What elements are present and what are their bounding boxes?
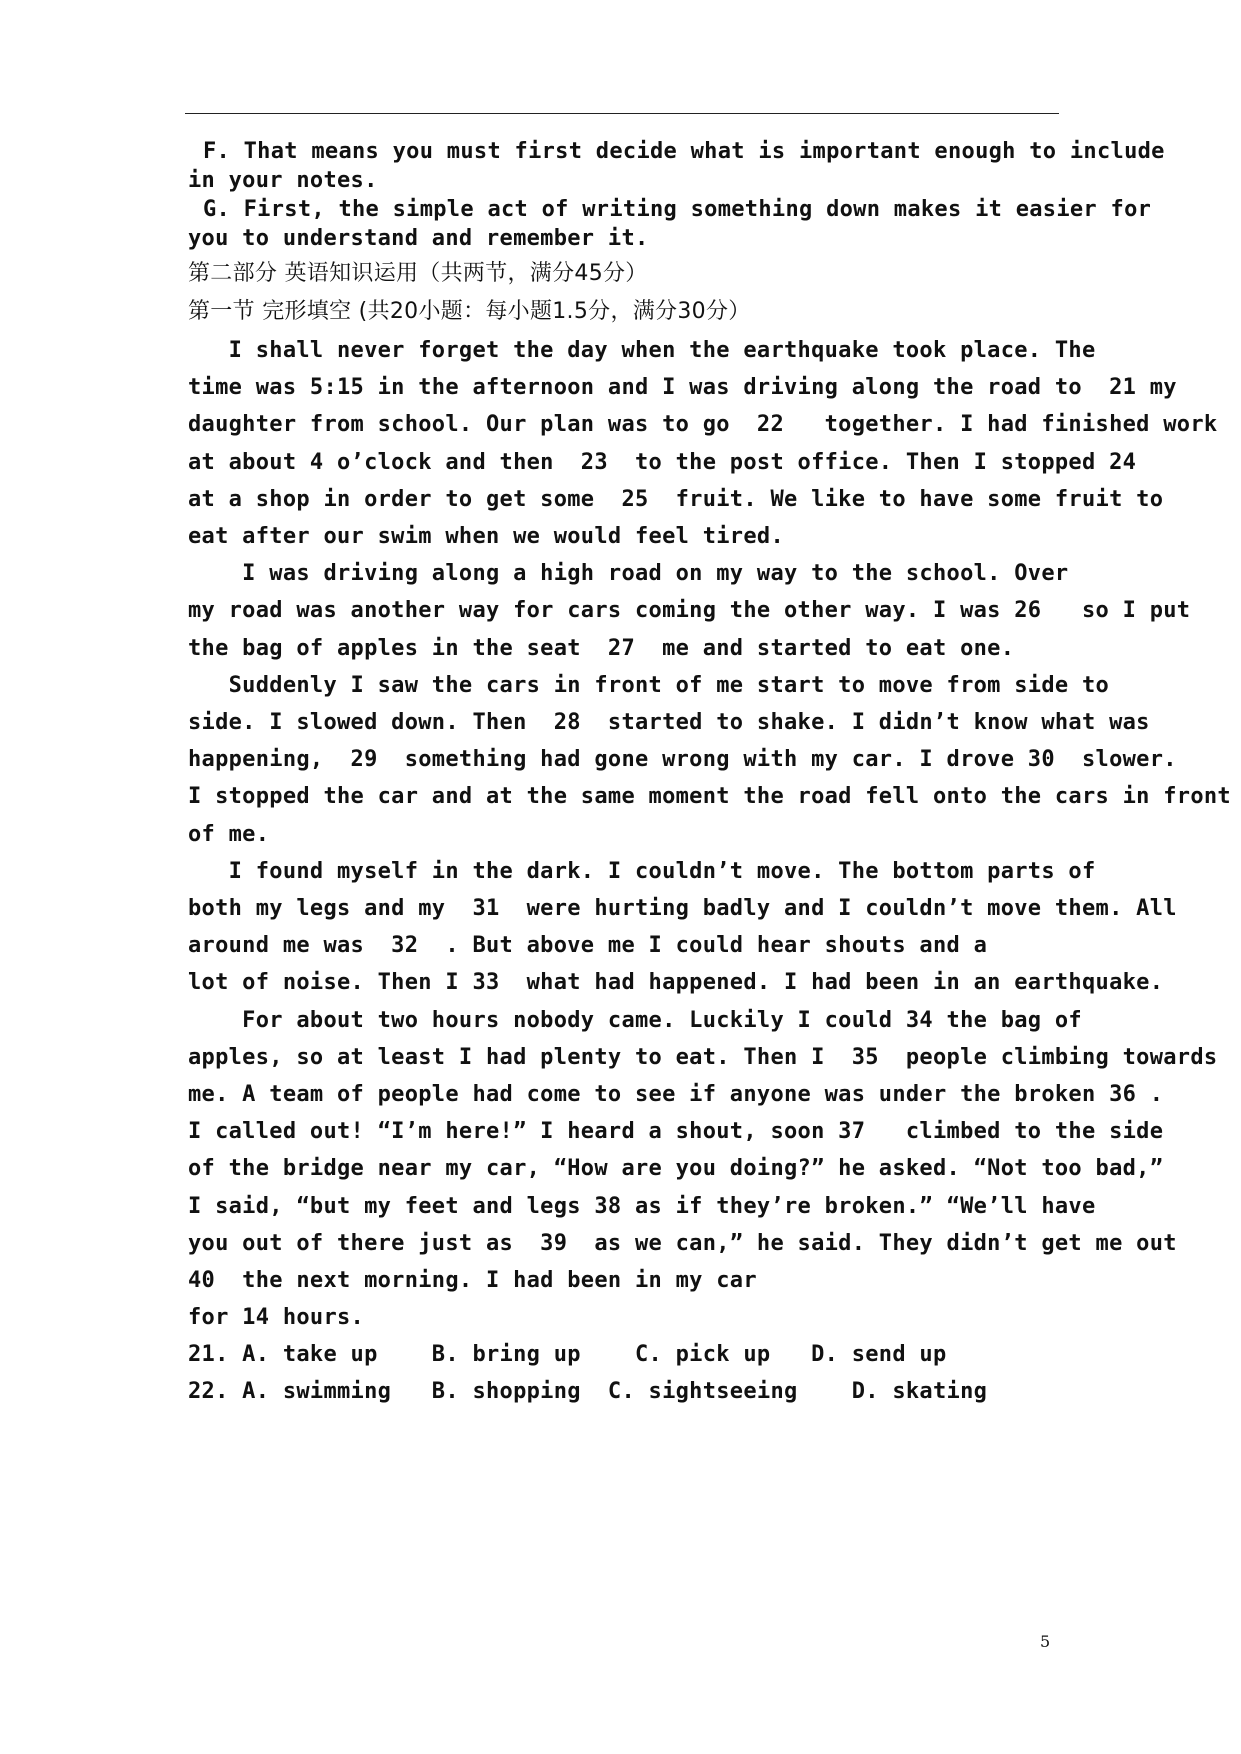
option-g: G. First, the simple act of writing something down makes it easier for [203, 197, 1152, 222]
passage-line: I called out! “I’m here!” I heard a shout, soon 37 climbed to the side [188, 1119, 1164, 1145]
passage-line: at about 4 o’clock and then 23 to the post office. Then I stopped 24 [188, 449, 1137, 475]
passage-line: for 14 hours. [188, 1305, 365, 1331]
passage-line: of me. [188, 821, 270, 847]
passage-line: you out of there just as 39 as we can,” he said. They didn’t get me out [188, 1230, 1177, 1256]
passage-line: me. A team of people had come to see if anyone was under the broken 36 . [188, 1082, 1164, 1107]
passage-line: I was driving along a high road on my way to the school. Over [188, 561, 1069, 587]
passage-line: lot of noise. Then I 33 what had happened. I had been in an earthquake. [188, 970, 1164, 996]
passage-line: happening, 29 something had gone wrong with my car. I drove 30 slower. [188, 747, 1177, 773]
passage-line: time was 5:15 in the afternoon and I was driving along the road to 21 my [188, 375, 1177, 401]
cloze-title: 第一节 完形填空 (共20小题：每小题1.5分，满分30分） [188, 299, 751, 324]
page-number: 5 [1040, 1632, 1051, 1651]
passage-line: apples, so at least I had plenty to eat. Then I 35 people climbing towards [188, 1044, 1218, 1070]
passage-line: I found myself in the dark. I couldn’t move. The bottom parts of [188, 858, 1096, 884]
passage-line: around me was 32 . But above me I could hear shouts and a [188, 933, 988, 959]
passage-line: of the bridge near my car, “How are you doing?” he asked. “Not too bad,” [188, 1156, 1164, 1182]
passage-line: I said, “but my feet and legs 38 as if they’re broken.” “We’ll have [188, 1193, 1096, 1219]
passage-line: side. I slowed down. Then 28 started to shake. I didn’t know what was [188, 710, 1150, 735]
question-22: 22. A. swimming B. shopping C. sightseeing D. skating [188, 1379, 988, 1404]
question-21: 21. A. take up B. bring up C. pick up D. send up [188, 1342, 947, 1367]
option-f-cont: in your notes. [188, 168, 378, 193]
passage-line: I stopped the car and at the same moment the road fell onto the cars in front [188, 784, 1231, 810]
option-f: F. That means you must first decide what is important enough to include [203, 139, 1165, 164]
passage-line: at a shop in order to get some 25 fruit. We like to have some fruit to [188, 486, 1164, 512]
passage-line: eat after our swim when we would feel tired. [188, 524, 784, 549]
passage-line: I shall never forget the day when the earthquake took place. The [188, 338, 1096, 363]
passage-line: the bag of apples in the seat 27 me and started to eat one. [188, 635, 1015, 661]
option-g-cont: you to understand and remember it. [188, 226, 649, 251]
part-title: 第二部分 英语知识运用（共两节，满分45分） [188, 261, 648, 286]
passage-line: For about two hours nobody came. Luckily I could 34 the bag of [188, 1007, 1082, 1033]
header-rule [185, 113, 1059, 114]
passage-line: daughter from school. Our plan was to go 22 together. I had finished work [188, 412, 1218, 438]
passage-line: my road was another way for cars coming the other way. I was 26 so I put [188, 598, 1191, 624]
passage-line: 40 the next morning. I had been in my car [188, 1268, 757, 1293]
passage-line: both my legs and my 31 were hurting badly and I couldn’t move them. All [188, 896, 1177, 921]
passage-line: Suddenly I saw the cars in front of me start to move from side to [188, 672, 1110, 698]
